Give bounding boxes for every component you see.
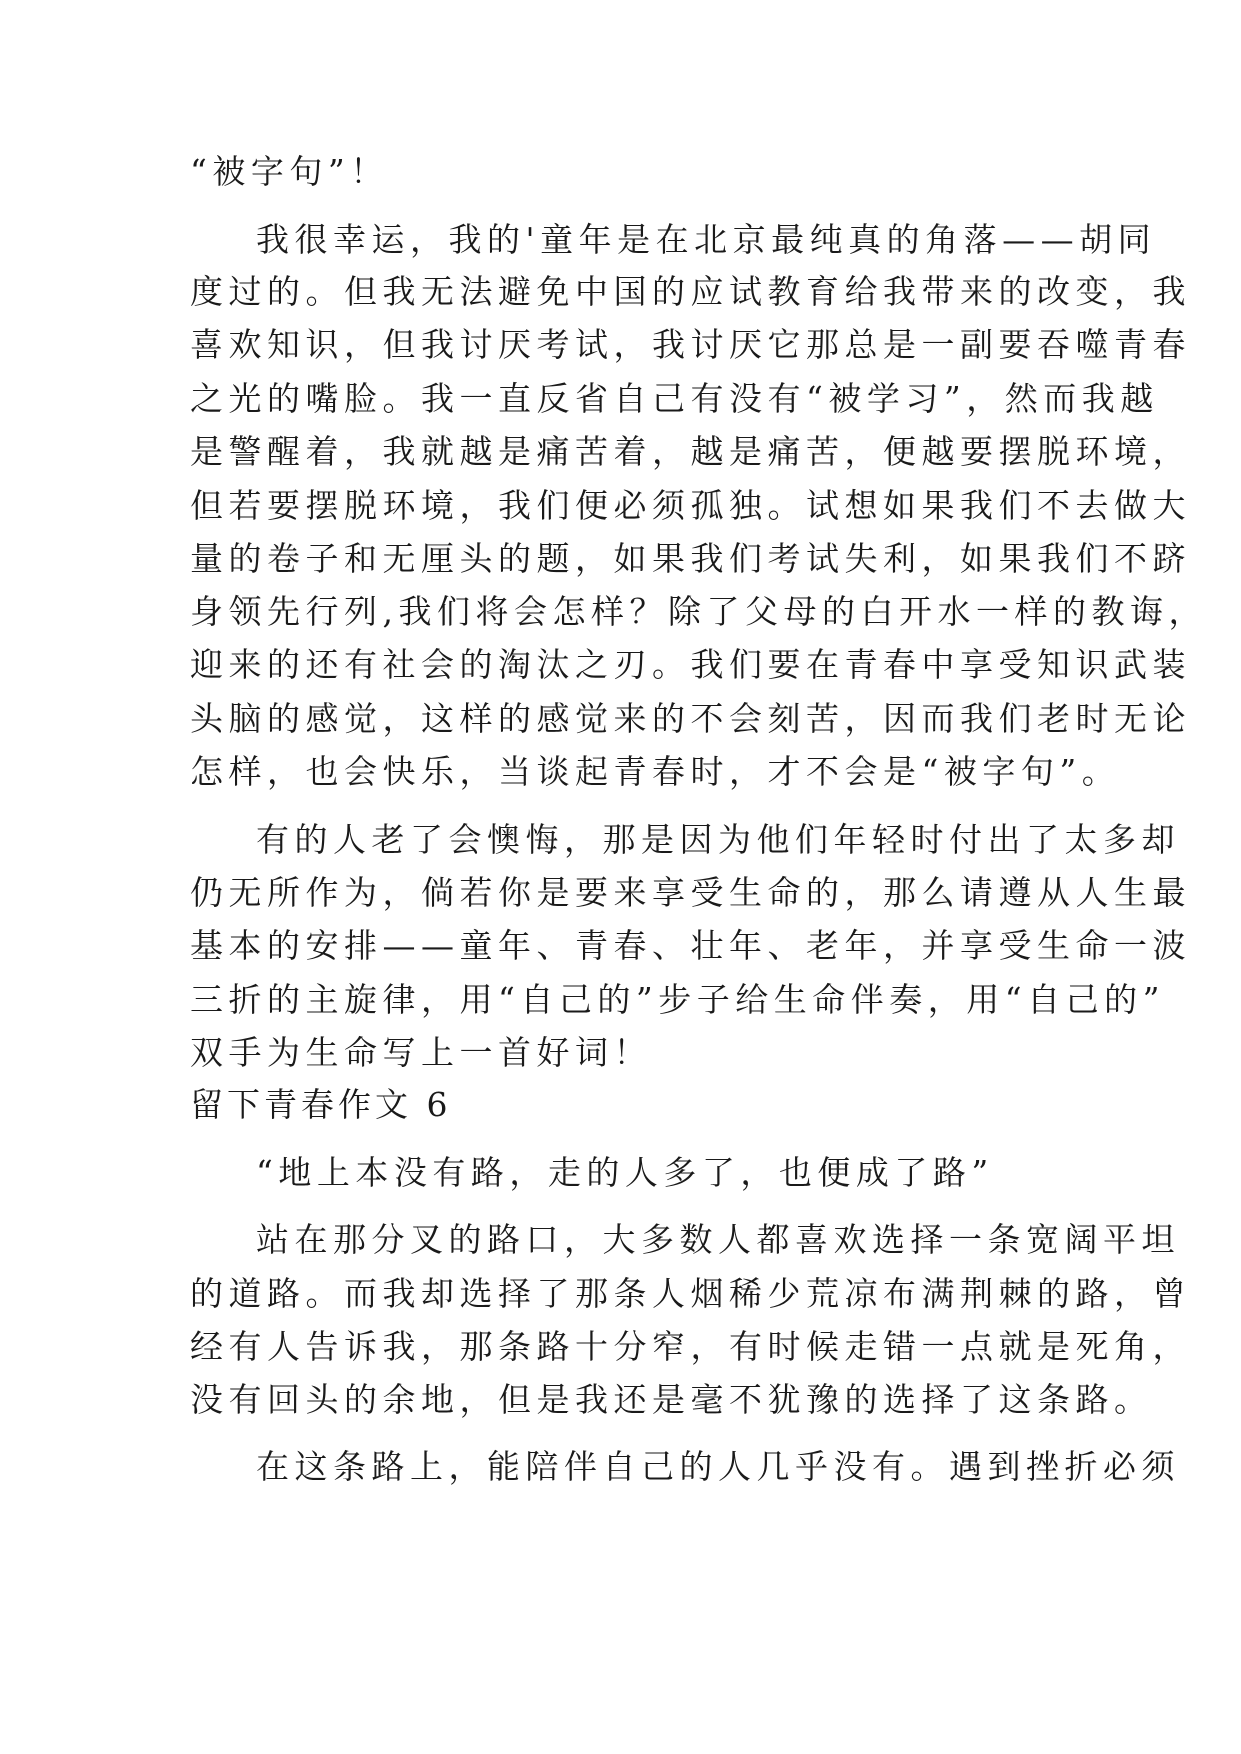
text-line: 双手为生命写上一首好词！ — [190, 1033, 652, 1072]
text-line: 是警醒着，我就越是痛苦着，越是痛苦，便越要摆脱环境， — [190, 432, 1191, 471]
text-line: 基本的安排——童年、青春、壮年、老年，并享受生命一波 — [190, 926, 1191, 965]
paragraph-first-line: 在这条路上，能陪伴自己的人几乎没有。遇到挫折必须 — [256, 1447, 1180, 1486]
text-line: 量的卷子和无厘头的题，如果我们考试失利，如果我们不跻 — [190, 539, 1191, 578]
text-line: 度过的。但我无法避免中国的应试教育给我带来的改变，我 — [190, 272, 1191, 311]
paragraph-first-line: 有的人老了会懊悔，那是因为他们年轻时付出了太多却 — [256, 820, 1180, 859]
section-heading: 留下青春作文 6 — [190, 1085, 452, 1124]
paragraph-first-line: 站在那分叉的路口，大多数人都喜欢选择一条宽阔平坦 — [256, 1220, 1180, 1259]
text-line: 身领先行列,我们将会怎样？除了父母的白开水一样的教诲， — [190, 592, 1207, 631]
text-line: 迎来的还有社会的淘汰之刃。我们要在青春中享受知识武装 — [190, 645, 1191, 684]
quote-line: “地上本没有路，走的人多了，也便成了路” — [256, 1153, 994, 1192]
text-line: 喜欢知识，但我讨厌考试，我讨厌它那总是一副要吞噬青春 — [190, 325, 1191, 364]
text-line: 头脑的感觉，这样的感觉来的不会刻苦，因而我们老时无论 — [190, 699, 1191, 738]
text-line: 之光的嘴脸。我一直反省自己有没有“被学习”，然而我越 — [190, 379, 1159, 418]
paragraph-first-line: 我很幸运，我的'童年是在北京最纯真的角落——胡同 — [256, 220, 1157, 259]
text-line: 没有回头的余地，但是我还是毫不犹豫的选择了这条路。 — [190, 1380, 1153, 1419]
text-line: “被字句”！ — [190, 152, 389, 191]
text-line: 但若要摆脱环境，我们便必须孤独。试想如果我们不去做大 — [190, 486, 1191, 525]
text-line: 的道路。而我却选择了那条人烟稀少荒凉布满荆棘的路，曾 — [190, 1274, 1191, 1313]
text-line: 经有人告诉我，那条路十分窄，有时候走错一点就是死角， — [190, 1327, 1191, 1366]
text-line: 三折的主旋律，用“自己的”步子给生命伴奏，用“自己的” — [190, 980, 1165, 1019]
text-line: 仍无所作为，倘若你是要来享受生命的，那么请遵从人生最 — [190, 873, 1191, 912]
text-line: 怎样，也会快乐，当谈起青春时，才不会是“被字句”。 — [190, 752, 1121, 791]
